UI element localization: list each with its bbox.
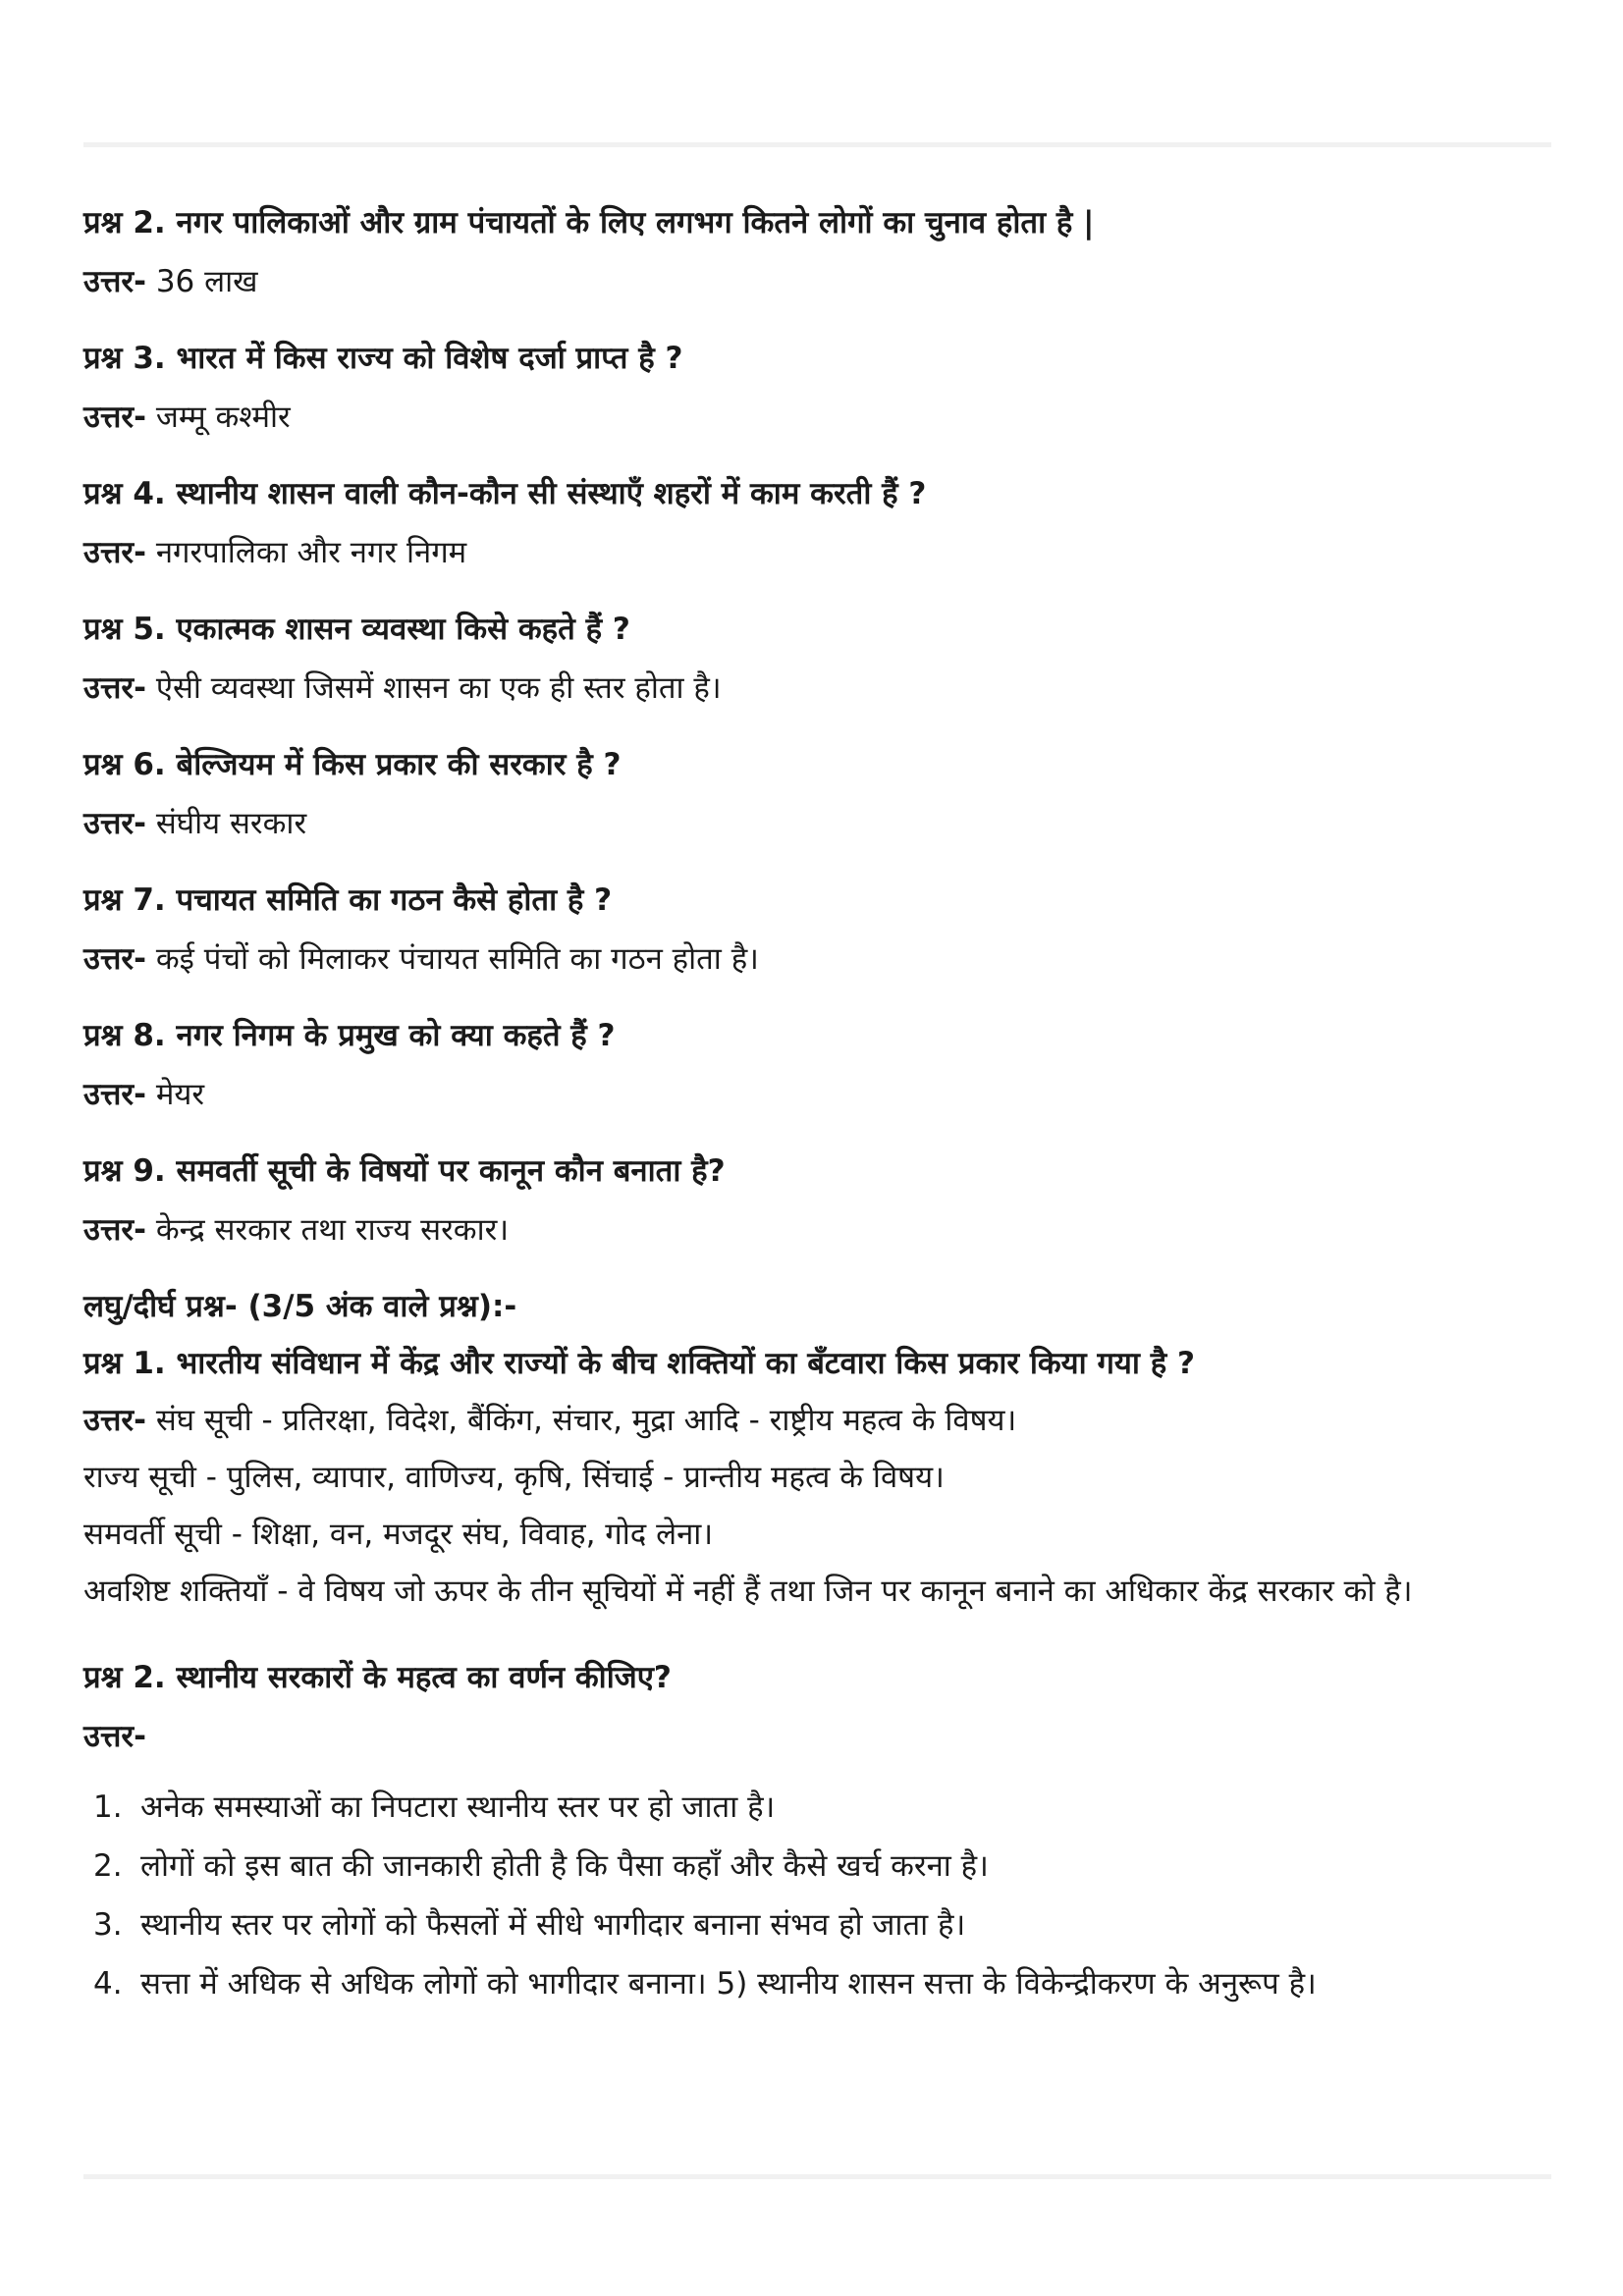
qa-block [83,879,1551,981]
question-text: प्रश्न 3. भारत में किस राज्य को विशेष दर्जा प्राप्त है ? [83,341,683,376]
answer-label: उत्तर- [83,535,146,570]
answer-line [83,1073,1551,1116]
answer-label: उत्तर- [83,1077,146,1112]
answer-label: उत्तर- [83,941,146,977]
question-text: प्रश्न 7. पचायत समिति का गठन कैसे होता है ? [83,882,613,918]
answer-text: ऐसी व्यवस्था जिसमें शासन का एक ही स्तर होता है। [155,670,722,706]
long-qa-block [83,1342,1551,1613]
question-text: प्रश्न 4. स्थानीय शासन वाली कौन-कौन सी संस्थाएँ शहरों में काम करती हैं ? [83,476,927,511]
question-text: प्रश्न 2. नगर पालिकाओं और ग्राम पंचायतों के लिए लगभग कितने लोगों का चुनाव होता है | [83,205,1095,240]
answer-line [83,667,1551,710]
qa-block [83,472,1551,574]
answer-label: उत्तर- [83,400,146,435]
answer-label: उत्तर- [83,1403,146,1438]
top-divider [83,142,1551,147]
list-number: 2. [93,1848,123,1884]
list-item-text: स्थानीय स्तर पर लोगों को फैसलों में सीधे भागीदार बनाना संभव हो जाता है। [140,1907,966,1943]
question-text: प्रश्न 2. स्थानीय सरकारों के महत्व का वर्णन कीजिए? [83,1660,672,1695]
answer-label: उत्तर- [83,1719,146,1754]
answer-text: केन्द्र सरकार तथा राज्य सरकार। [155,1212,510,1248]
qa-block [83,1149,1551,1252]
long-qa-block [83,1656,1551,2005]
list-item [83,1786,1551,1829]
question-text: प्रश्न 5. एकात्मक शासन व्यवस्था किसे कहते हैं ? [83,612,630,647]
answer-label: उत्तर- [83,264,146,299]
answer-text: मेयर [155,1077,205,1112]
answer-text: नगरपालिका और नगर निगम [155,535,467,570]
qa-block [83,201,1551,303]
answer-text: संघ सूची - प्रतिरक्षा, विदेश, बैंकिंग, संचार, मुद्रा आदि - राष्ट्रीय महत्व के विषय। [155,1403,1017,1438]
list-item-text: सत्ता में अधिक से अधिक लोगों को भागीदार बनाना। 5) स्थानीय शासन सत्ता के विकेन्द्रीकरण के अनुरूप है। [140,1966,1317,2002]
qa-block [83,1014,1551,1116]
answer-text: जम्मू कश्मीर [155,400,291,435]
list-item [83,1962,1551,2005]
answer-line: अवशिष्ट शक्तियाँ - वे विषय जो ऊपर के तीन सूचियों में नहीं हैं तथा जिन पर कानून बनाने का अधिकार केंद्र सरकार को है। [83,1574,1413,1609]
list-number: 4. [93,1966,123,2002]
answer-line: राज्य सूची - पुलिस, व्यापार, वाणिज्य, कृषि, सिंचाई - प्रान्तीय महत्व के विषय। [83,1460,945,1495]
answer-line [83,396,1551,439]
answer-text: कई पंचों को मिलाकर पंचायत समिति का गठन होता है। [155,941,759,977]
list-item-text: लोगों को इस बात की जानकारी होती है कि पैसा कहाँ और कैसे खर्च करना है। [140,1848,989,1884]
answer-line [83,531,1551,574]
answer-line: समवर्ती सूची - शिक्षा, वन, मजदूर संघ, विवाह, गोद लेना। [83,1517,714,1552]
answer-label: उत्तर- [83,1212,146,1248]
qa-block [83,337,1551,439]
list-number: 1. [93,1789,123,1825]
list-item [83,1844,1551,1888]
answer-line [83,260,1551,303]
answer-line [83,937,1551,981]
answer-list [83,1786,1551,2005]
question-text: प्रश्न 6. बेल्जियम में किस प्रकार की सरकार है ? [83,747,622,782]
section-heading: लघु/दीर्घ प्रश्न- (3/5 अंक वाले प्रश्न):- [83,1289,517,1324]
answer-line [83,1399,1551,1442]
answer-label: उत्तर- [83,670,146,706]
list-item-text: अनेक समस्याओं का निपटारा स्थानीय स्तर पर हो जाता है। [140,1789,776,1825]
answer-label: उत्तर- [83,806,146,841]
question-text: प्रश्न 9. समवर्ती सूची के विषयों पर कानून कौन बनाता है? [83,1153,726,1189]
question-text: प्रश्न 1. भारतीय संविधान में केंद्र और राज्यों के बीच शक्तियों का बँटवारा किस प्रकार किया गया है ? [83,1346,1195,1381]
answer-text: संघीय सरकार [155,806,307,841]
list-number: 3. [93,1907,123,1943]
answer-line [83,1208,1551,1252]
list-item [83,1903,1551,1947]
answer-text: 36 लाख [155,264,258,299]
bottom-divider [83,2174,1551,2179]
question-text: प्रश्न 8. नगर निगम के प्रमुख को क्या कहते हैं ? [83,1018,616,1053]
answer-line [83,802,1551,845]
document-body [83,201,1551,2039]
qa-block [83,743,1551,845]
qa-block [83,608,1551,710]
